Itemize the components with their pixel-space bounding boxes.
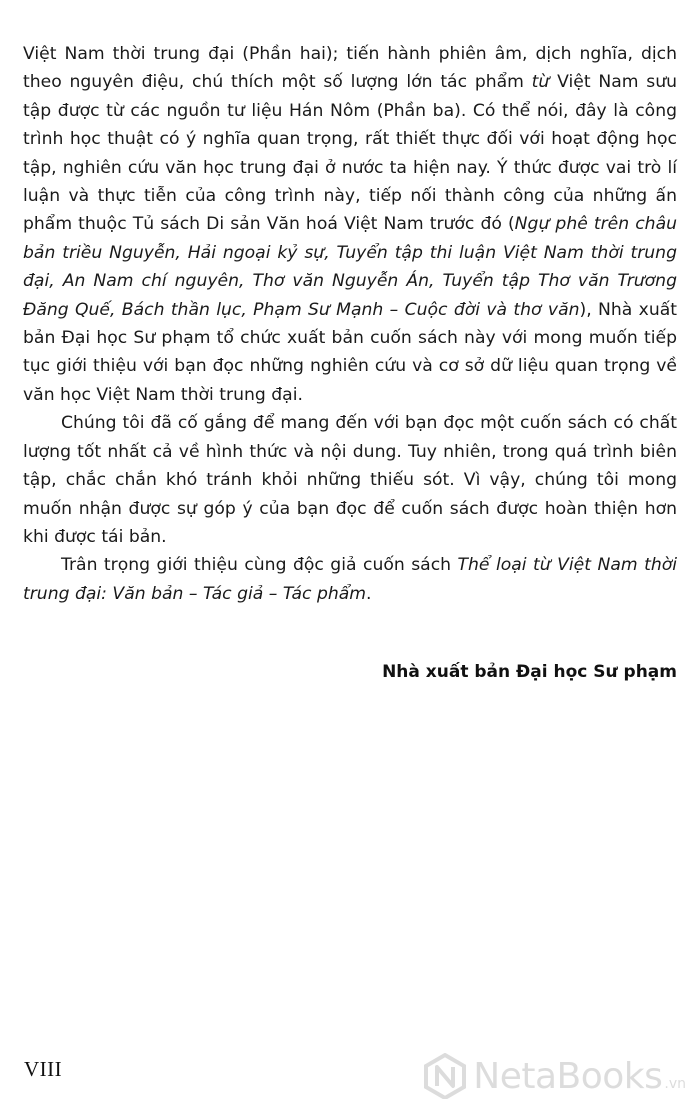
page-number: VIII xyxy=(24,1057,63,1081)
watermark-brand: NetaBooks xyxy=(473,1055,663,1097)
body-text xyxy=(23,40,677,608)
watermark xyxy=(423,1052,686,1100)
paragraph-1-part-a: Việt Nam thời trung đại (Phần hai); tiến hành phiên âm, dịch nghĩa, dịch theo nguyên điệu, chú thích một số lượng lớn tác phẩm xyxy=(23,44,677,93)
paragraph-1 xyxy=(23,40,677,409)
netabooks-logo-icon xyxy=(423,1053,467,1099)
paragraph-1-part-c: Việt Nam sưu tập được từ các nguồn tư liệu Hán Nôm (Phần ba). Có thể nói, đây là công trình học thuật có ý nghĩa quan trọng, rất thiết thực đối với hoạt động học tập, nghiên cứu văn học trung đại ở nước ta hiện nay. Ý thức được vai trò lí luận và thực tiễn của công trình này, tiếp nối thành công của những ấn phẩm thuộc Tủ sách Di sản Văn hoá Việt Nam trước đó ( xyxy=(23,72,677,235)
watermark-tld: .vn xyxy=(664,1076,686,1092)
paragraph-1-book-list: Ngự phê trên châu bản triều Nguyễn, Hải ngoại kỷ sự, Tuyển tập thi luận Việt Nam thời trung đại, An Nam chí nguyên, Thơ văn Nguyễn Án, Tuyển tập Thơ văn Trương Đăng Quế, Bách thần lục, Phạm Sư Mạnh – Cuộc đời và thơ văn xyxy=(23,214,677,320)
paragraph-3 xyxy=(23,551,677,608)
publisher-signature: Nhà xuất bản Đại học Sư phạm xyxy=(382,662,677,682)
paragraph-1-italic-tu: từ xyxy=(531,72,550,93)
paragraph-3-part-c: . xyxy=(366,583,372,604)
paragraph-3-book-title: Thể loại từ Việt Nam thời trung đại: Văn bản – Tác giả – Tác phẩm xyxy=(23,555,677,604)
paragraph-2: Chúng tôi đã cố gắng để mang đến với bạn đọc một cuốn sách có chất lượng tốt nhất cả về hình thức và nội dung. Tuy nhiên, trong quá trình biên tập, chắc chắn khó tránh khỏi những thiếu sót. Vì vậy, chúng tôi mong muốn nhận được sự góp ý của bạn đọc để cuốn sách được hoàn thiện hơn khi được tái bản. xyxy=(23,413,677,547)
paragraph-3-part-a: Trân trọng giới thiệu cùng độc giả cuốn sách xyxy=(61,555,458,576)
paragraph-1-part-e: ), Nhà xuất bản Đại học Sư phạm tổ chức xuất bản cuốn sách này với mong muốn tiếp tục giới thiệu với bạn đọc những nghiên cứu và cơ sở dữ liệu quan trọng về văn học Việt Nam thời trung đại. xyxy=(23,299,677,405)
